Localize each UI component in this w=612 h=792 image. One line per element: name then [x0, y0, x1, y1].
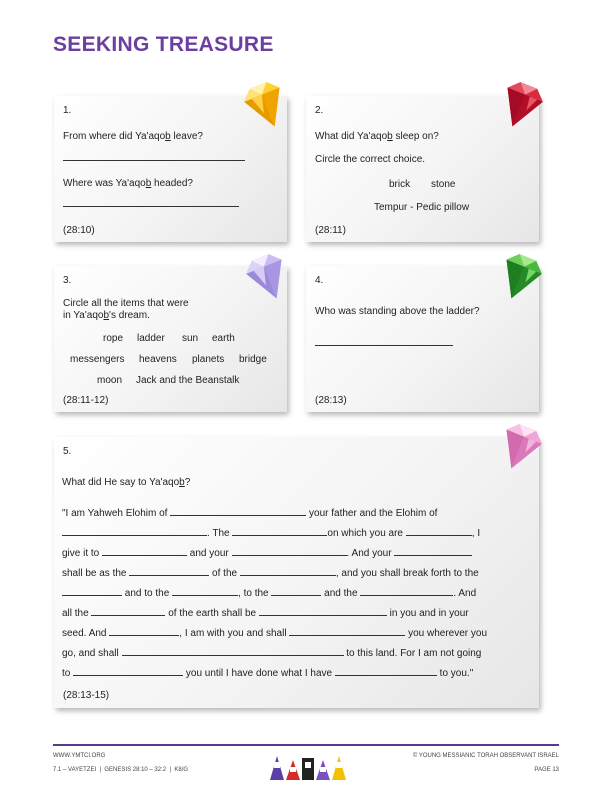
answer-blank[interactable]: [73, 666, 183, 676]
answer-blank[interactable]: [232, 526, 327, 536]
question-text: Where was Ya'aqob headed?: [63, 178, 193, 189]
footer-website[interactable]: WWW.YMTCI.ORG: [53, 753, 106, 759]
choice-brick[interactable]: brick: [389, 179, 411, 190]
item-ladder[interactable]: ladder: [137, 333, 165, 344]
item-messengers[interactable]: messengers: [70, 354, 125, 365]
passage-line-7: seed. And , I am with you and shall you wherever you: [62, 628, 488, 639]
answer-blank[interactable]: [129, 566, 209, 576]
question-number: 1.: [63, 105, 72, 116]
item-planets[interactable]: planets: [192, 354, 225, 365]
pink-gem-icon: [487, 414, 553, 480]
question-text: What did He say to Ya'aqob?: [62, 477, 191, 488]
question-text: Circle all the items that were: [63, 298, 189, 309]
footer-divider: [53, 744, 559, 746]
violet-gem-icon: [235, 244, 301, 310]
item-rope[interactable]: rope: [103, 333, 124, 344]
answer-blank[interactable]: [271, 586, 321, 596]
answer-blank[interactable]: [109, 626, 179, 636]
question-card-5: [54, 437, 539, 708]
answer-blank[interactable]: [335, 666, 437, 676]
item-bridge[interactable]: bridge: [239, 354, 267, 365]
item-moon[interactable]: moon: [97, 375, 123, 386]
item-jack-and-the-beanstalk[interactable]: Jack and the Beanstalk: [136, 375, 240, 386]
green-gem-icon: [487, 244, 553, 310]
question-text: What did Ya'aqob sleep on?: [315, 131, 439, 142]
item-heavens[interactable]: heavens: [139, 354, 177, 365]
answer-blank[interactable]: [62, 526, 207, 536]
choice-stone[interactable]: stone: [431, 179, 456, 190]
passage-line-3: give it to and your . And your: [62, 546, 525, 561]
page-title: SEEKING TREASURE: [53, 33, 274, 56]
scripture-reference: (28:11): [315, 225, 346, 236]
red-gem-icon: [488, 72, 554, 138]
footer-scripture: GENESIS 28:10 – 32:2: [104, 767, 167, 773]
instruction-text: Circle the correct choice.: [315, 154, 426, 165]
answer-blank[interactable]: [259, 606, 387, 616]
answer-blank[interactable]: [102, 546, 187, 556]
footer-portion: 7.1 – VAYETZEI | GENESIS 28:10 – 32:2 | K8/G: [53, 767, 189, 773]
passage-line-4: shall be as the of the , and you shall break forth to the: [62, 568, 479, 579]
answer-blank[interactable]: [63, 151, 245, 161]
footer-grade: K8/G: [174, 767, 189, 773]
yellow-gem-icon: [233, 72, 299, 138]
question-number: 3.: [63, 275, 72, 286]
footer-page-number: PAGE 13: [534, 767, 559, 773]
passage-line-5: and to the , to the and the . And: [62, 586, 525, 601]
question-number: 2.: [315, 105, 324, 116]
answer-blank[interactable]: [91, 606, 165, 616]
item-earth[interactable]: earth: [212, 333, 235, 344]
footer-copyright: © YOUNG MESSIANIC TORAH OBSERVANT ISRAEL: [412, 753, 559, 759]
scripture-reference: (28:13-15): [63, 690, 110, 701]
choice-pillow[interactable]: Tempur - Pedic pillow: [374, 202, 470, 213]
passage-line-2: . The on which you are , I: [62, 526, 525, 541]
passage-line-1: "I am Yahweh Elohim of your father and the Elohim of: [62, 508, 438, 519]
answer-blank[interactable]: [406, 526, 472, 536]
question-number: 5.: [63, 446, 72, 457]
passage-line-6: all the of the earth shall be in you and in your: [62, 608, 469, 619]
answer-blank[interactable]: [63, 197, 239, 207]
scripture-reference: (28:13): [315, 395, 347, 406]
ymtoi-logo-icon: [268, 752, 350, 782]
question-text: in Ya'aqob's dream.: [63, 310, 150, 321]
item-sun[interactable]: sun: [182, 333, 199, 344]
answer-blank[interactable]: [122, 646, 344, 656]
answer-blank[interactable]: [360, 586, 453, 596]
passage-line-9: to you until I have done what I have to you.": [62, 668, 474, 679]
answer-blank[interactable]: [394, 546, 472, 556]
answer-blank[interactable]: [315, 336, 453, 346]
scripture-reference: (28:10): [63, 225, 95, 236]
answer-blank[interactable]: [62, 586, 122, 596]
scripture-reference: (28:11-12): [63, 395, 109, 406]
answer-blank[interactable]: [170, 506, 306, 516]
answer-blank[interactable]: [289, 626, 405, 636]
answer-blank[interactable]: [240, 566, 336, 576]
answer-blank[interactable]: [232, 546, 347, 556]
question-text: From where did Ya'aqob leave?: [63, 131, 203, 142]
question-text: Who was standing above the ladder?: [315, 306, 480, 317]
passage-line-8: go, and shall to this land. For I am not going: [62, 648, 482, 659]
question-number: 4.: [315, 275, 324, 286]
answer-blank[interactable]: [172, 586, 238, 596]
